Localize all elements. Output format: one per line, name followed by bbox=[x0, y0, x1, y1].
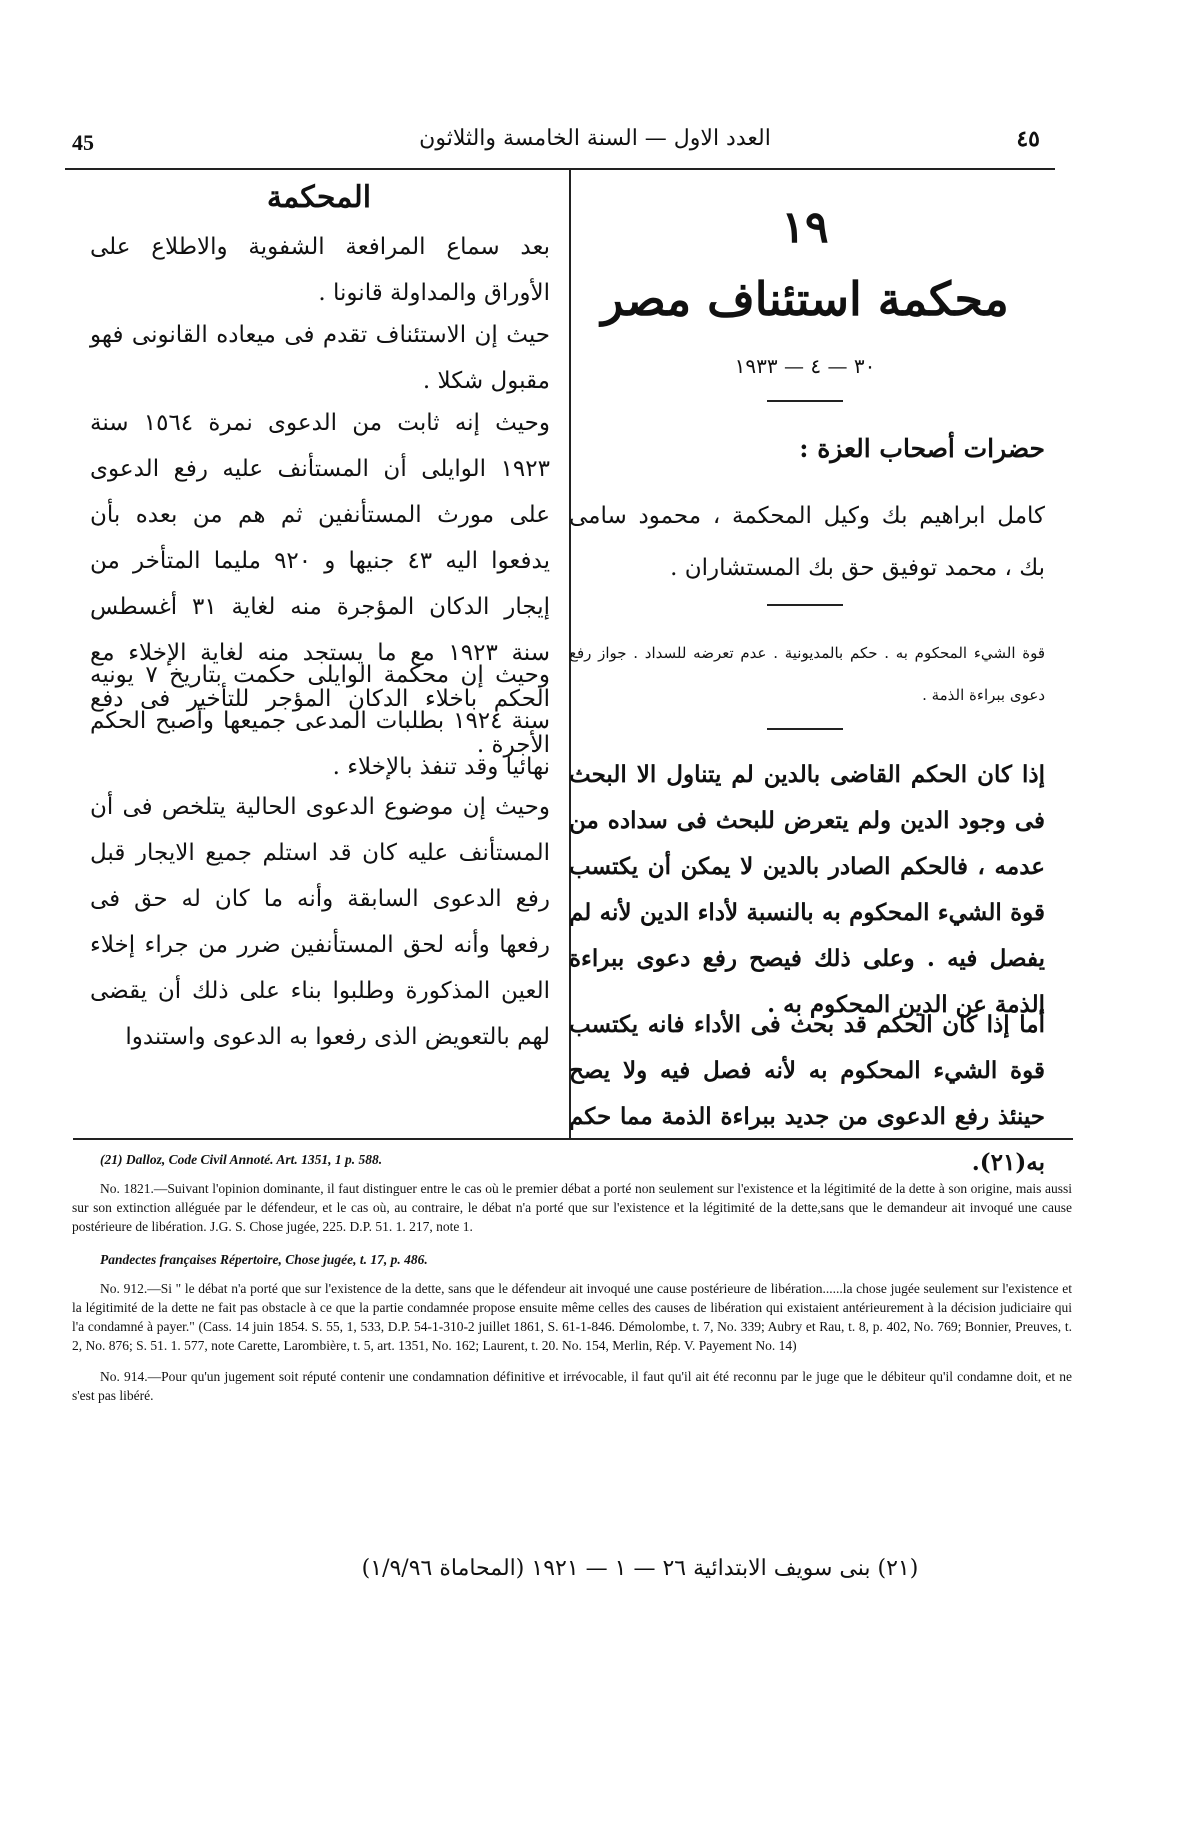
section-rule bbox=[767, 604, 843, 606]
page-header bbox=[60, 118, 1050, 166]
footnote-paragraph: No. 914.—Pour qu'un jugement soit réputé contenir une condamnation définitive et irrévocable, il faut qu'il ait été reconnu par le juge que le débiteur qu'il condamne doit, et ne s'est pas libéré. bbox=[72, 1369, 1072, 1403]
court-heading: المحكمة bbox=[266, 180, 372, 215]
footnote-reference: (21) Dalloz, Code Civil Annoté. Art. 1351, 1 p. 588. bbox=[100, 1152, 383, 1167]
judgment-paragraph-4: وحيث إن محكمة الوايلى حكمت بتاريخ ٧ يونيه سنة ١٩٢٤ بطلبات المدعى جميعها وأصبح الحكم نهائيا وقد تنفذ بالإخلاء . bbox=[90, 662, 550, 780]
page-number-arabic: ٤٥ bbox=[1016, 126, 1040, 152]
judgment-paragraph-3: وحيث إنه ثابت من الدعوى نمرة ١٥٦٤ سنة ١٩٢٣ الوايلى أن المستأنف عليه رفع الدعوى على مورث المستأنفين ثم هم من بعده بأن يدفعوا اليه ٤٣ جنيها و ٩٢٠ مليما المتأخر من إيجار الدكان المؤجرة منه لغاية ٣١ أغسطس سنة ١٩٢٣ مع ما يستجد منه لغاية الإخلاء مع الحكم باخلاء الدكان المؤجر للتأخير فى دفع الأجرة . bbox=[90, 410, 550, 758]
footnote-rule bbox=[73, 1138, 1073, 1140]
footnote-reference: Pandectes françaises Répertoire, Chose jugée, t. 17, p. 486. bbox=[100, 1252, 428, 1267]
judgment-paragraph-5: وحيث إن موضوع الدعوى الحالية يتلخص فى أن المستأنف عليه كان قد استلم جميع الايجار قبل رفع الدعوى السابقة وأنه ما كان له حق فى رفعها وأنه لحق المستأنفين ضرر من جراء إخلاء العين المذكورة وطلبوا بناء على ذلك أن يقضى لهم بالتعويض الذى رفعوا به الدعوى واستندوا bbox=[90, 794, 550, 1050]
header-rule bbox=[65, 168, 1055, 170]
summary-paragraph-2: أما إذا كان الحكم قد بحث فى الأداء فانه يكتسب قوة الشيء المحكوم به لأنه فصل فيه ولا يصح حينئذ رفع الدعوى من جديد ببراءة الذمة مما حكم به(٢١). bbox=[569, 1011, 1045, 1176]
case-number: ١٩ bbox=[781, 202, 829, 253]
page-number-latin: 45 bbox=[72, 130, 94, 155]
left-column bbox=[88, 172, 550, 1132]
judgment-paragraph-2: حيث إن الاستئناف تقدم فى ميعاده القانونى فهو مقبول شكلا . bbox=[90, 322, 550, 394]
summary-paragraph-1: إذا كان الحكم القاضى بالدين لم يتناول الا البحث فى وجود الدين ولم يتعرض للبحث فى سداده من عدمه ، فالحكم الصادر بالدين لا يمكن أن يكتسب قوة الشيء المحكوم به بالنسبة لأداء الدين لأنه لم يفصل فيه . وعلى ذلك فيصح رفع دعوى ببراءة الذمة عن الدين المحكوم به . bbox=[569, 761, 1045, 1018]
judges-names: كامل ابراهيم بك وكيل المحكمة ، محمود سامى بك ، محمد توفيق حق بك المستشاران . bbox=[569, 503, 1045, 581]
decision-date: ٣٠ — ٤ — ١٩٣٣ bbox=[734, 354, 876, 378]
court-name: محكمة استئناف مصر bbox=[601, 272, 1009, 326]
bottom-note: (٢١) بنى سويف الابتدائية ٢٦ — ١ — ١٩٢١ (المحاماة ١/٩/٩٦) bbox=[361, 1556, 919, 1581]
footnote-paragraph: No. 1821.—Suivant l'opinion dominante, il faut distinguer entre le cas où le premier débat a porté non seulement sur l'existence et la légitimité de la dette à son origine, mais aussi sur son extinction alléguée par le défendeur, et le cas où, au contraire, le débat n'a porté que sur l'existence et la légitimité de la dette,sans que le demandeur ait invoqué une cause postérieure de libération. J.G. S. Chose jugée, 225. D.P. 51. 1. 217, note 1. bbox=[72, 1181, 1072, 1234]
footnotes bbox=[72, 1150, 1072, 1417]
judges-heading: حضرات أصحاب العزة : bbox=[799, 434, 1045, 463]
keywords: قوة الشيء المحكوم به . حكم بالمديونية . عدم تعرضه للسداد . جواز رفع دعوى ببراءة الذمة . bbox=[569, 644, 1045, 704]
section-rule bbox=[767, 400, 843, 402]
footnote-paragraph: No. 912.—Si " le débat n'a porté que sur l'existence de la dette, sans que le défendeur ait invoqué une cause postérieure de libération......la chose jugée seulement sur l'existence et la légitimité de la dette ne fait pas obstacle à ce que la partie condamnée propose ensuite même celles des causes de libération qui existaient antérieurement à la décision judiciaire qui l'a condamné à payer." (Cass. 14 juin 1854. S. 55, 1, 533, D.P. 54-1-310-2 juillet 1861, S. 61-1-846. Démolombe, t. 7, No. 339; Aubry et Rau, t. 8, p. 402, No. 769; Bonnier, Preuves, t. 2, No. 876; S. 51. 1. 577, note Carette, Larombière, t. 5, art. 1351, No. 162; Laurent, t. 20. No. 154, Merlin, Rép. V. Payement No. 14) bbox=[72, 1281, 1072, 1353]
judgment-paragraph-1: بعد سماع المرافعة الشفوية والاطلاع على الأوراق والمداولة قانونا . bbox=[90, 234, 550, 306]
section-rule bbox=[767, 728, 843, 730]
issue-title: العدد الاول — السنة الخامسة والثلاثون bbox=[419, 126, 771, 151]
right-column bbox=[565, 172, 1045, 1176]
